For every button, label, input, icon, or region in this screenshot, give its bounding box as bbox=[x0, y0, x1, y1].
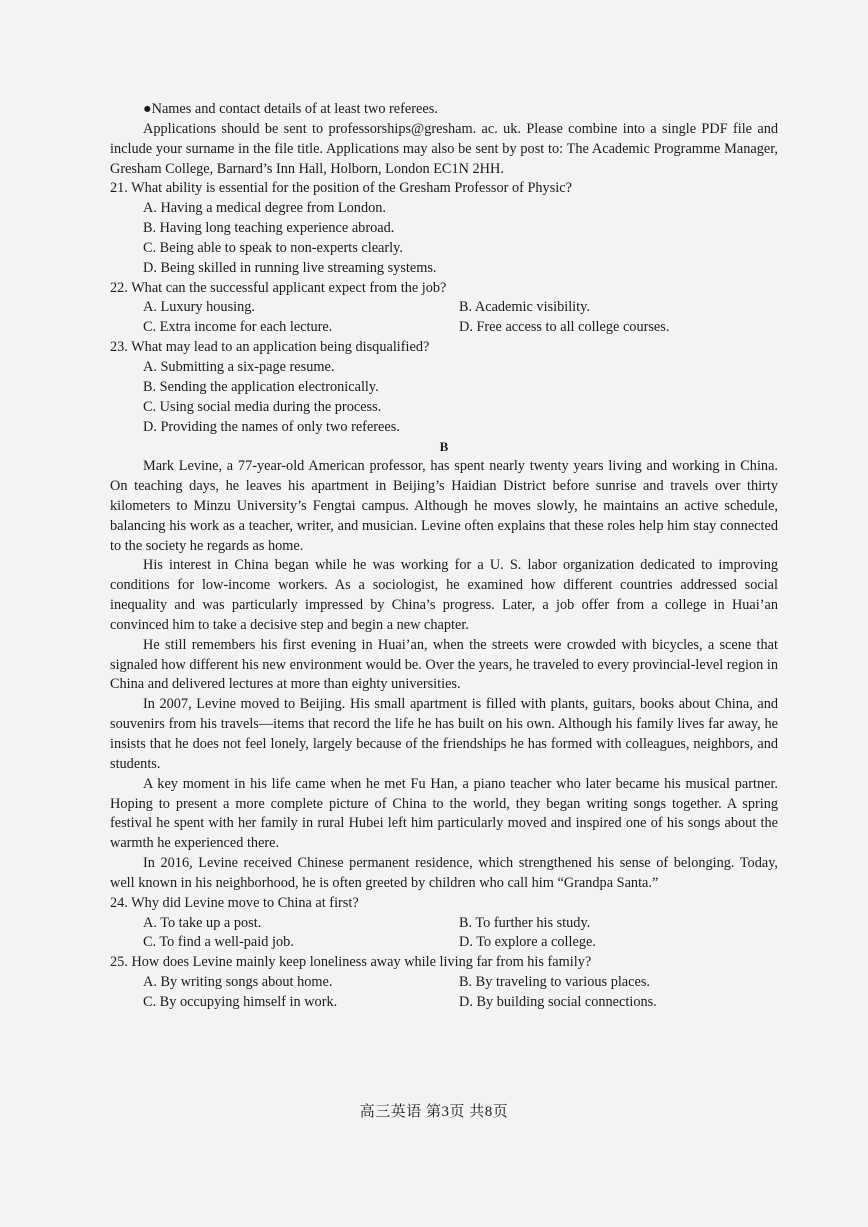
question-21-option-a: A. Having a medical degree from London. bbox=[143, 200, 386, 217]
passage-b-paragraph-4: In 2007, Levine moved to Beijing. His small apartment is filled with plants, guitars, books about China, and souvenirs from his travels—items that record the life he has built on his own. Although his family lives far away, he insists that he does not feel lonely, largely because of the friendships he has formed with colleagues, neighbors, and students. bbox=[110, 696, 778, 772]
question-25-options-row-1 bbox=[110, 973, 778, 993]
referees-bullet: ●Names and contact details of at least two referees. bbox=[143, 101, 438, 117]
exam-page bbox=[110, 100, 778, 1013]
passage-b-paragraph-5: A key moment in his life came when he met Fu Han, a piano teacher who later became his musical partner. Hoping to present a more complete picture of China to the world, they began writing songs together. A spring festival he spent with her family in rural Hubei left him particularly moved and inspired one of his songs about the warmth he experienced there. bbox=[110, 775, 778, 852]
question-21-option-b: B. Having long teaching experience abroad. bbox=[143, 220, 395, 237]
question-22-option-a: A. Luxury housing. bbox=[143, 299, 255, 316]
question-24-options-row-1 bbox=[110, 914, 778, 934]
application-paragraph: Applications should be sent to professorships@gresham. ac. uk. Please combine into a single PDF file and include your surname in the file title. Applications may also be sent by post to: The Academic Programme Manager, Gresham College, Barnard’s Inn Hall, Holborn, London EC1N 2HH. bbox=[110, 120, 778, 177]
question-23-option-b: B. Sending the application electronically. bbox=[143, 378, 379, 395]
question-24-option-a: A. To take up a post. bbox=[143, 914, 262, 931]
question-24-stem: 24. Why did Levine move to China at first? bbox=[110, 894, 359, 911]
question-23-option-a: A. Submitting a six-page resume. bbox=[143, 358, 335, 375]
question-22-options-row-2 bbox=[110, 318, 778, 338]
question-22-option-d: D. Free access to all college courses. bbox=[459, 319, 670, 336]
question-21-option-d: D. Being skilled in running live streaming systems. bbox=[143, 259, 437, 276]
question-21-option-c: C. Being able to speak to non-experts clearly. bbox=[143, 239, 403, 256]
question-23-option-c: C. Using social media during the process. bbox=[143, 398, 382, 415]
question-25-options-row-2 bbox=[110, 993, 778, 1013]
bleed-through-right bbox=[784, 100, 868, 1100]
question-25-option-b: B. By traveling to various places. bbox=[459, 974, 650, 991]
question-24-option-b: B. To further his study. bbox=[459, 914, 591, 931]
question-24-option-d: D. To explore a college. bbox=[459, 934, 596, 951]
question-24-option-c: C. To find a well-paid job. bbox=[143, 934, 294, 951]
passage-b-paragraph-2: His interest in China began while he was working for a U. S. labor organization dedicated to improving conditions for low-income workers. As a sociologist, he examined how different countries addressed social inequality and was particularly impressed by China’s progress. Later, a job offer from a college in Huai’an convinced him to take a decisive step and begin a new chapter. bbox=[110, 557, 778, 633]
question-23-stem: 23. What may lead to an application being disqualified? bbox=[110, 339, 430, 356]
question-25-option-d: D. By building social connections. bbox=[459, 993, 657, 1010]
passage-b-paragraph-1: Mark Levine, a 77-year-old American professor, has spent nearly twenty years living and working in China. On teaching days, he leaves his apartment in Beijing’s Haidian District before sunrise and travels over thirty kilometers to Minzu University’s Fengtai campus. Although he moves slowly, he maintains an active schedule, balancing his work as a teacher, writer, and musician. Levine often explains that these roles help him stay connected to the society he regards as home. bbox=[110, 458, 778, 554]
passage-b-paragraph-3: He still remembers his first evening in Huai’an, when the streets were crowded with bicycles, a scene that signaled how different his new environment would be. Over the years, he traveled to every provincial-level region in China and delivered lectures at more than eighty universities. bbox=[110, 636, 778, 693]
question-22-options-row-1 bbox=[110, 298, 778, 318]
question-22-option-c: C. Extra income for each lecture. bbox=[143, 319, 333, 336]
question-21-stem: 21. What ability is essential for the position of the Gresham Professor of Physic? bbox=[110, 180, 572, 197]
question-22-stem: 22. What can the successful applicant expect from the job? bbox=[110, 279, 447, 296]
question-25-stem: 25. How does Levine mainly keep loneliness away while living far from his family? bbox=[110, 954, 592, 971]
passage-b-paragraph-6: In 2016, Levine received Chinese permanent residence, which strengthened his sense of belonging. Today, well known in his neighborhood, he is often greeted by children who call him “Grandpa Santa.” bbox=[110, 855, 778, 891]
question-23-option-d: D. Providing the names of only two referees. bbox=[143, 418, 400, 435]
question-24-options-row-2 bbox=[110, 933, 778, 953]
section-b-title: B bbox=[439, 439, 449, 455]
question-22-option-b: B. Academic visibility. bbox=[459, 299, 590, 316]
page-footer: 高三英语 第3页 共8页 bbox=[359, 1104, 509, 1120]
question-25-option-c: C. By occupying himself in work. bbox=[143, 993, 338, 1010]
question-25-option-a: A. By writing songs about home. bbox=[143, 974, 333, 991]
